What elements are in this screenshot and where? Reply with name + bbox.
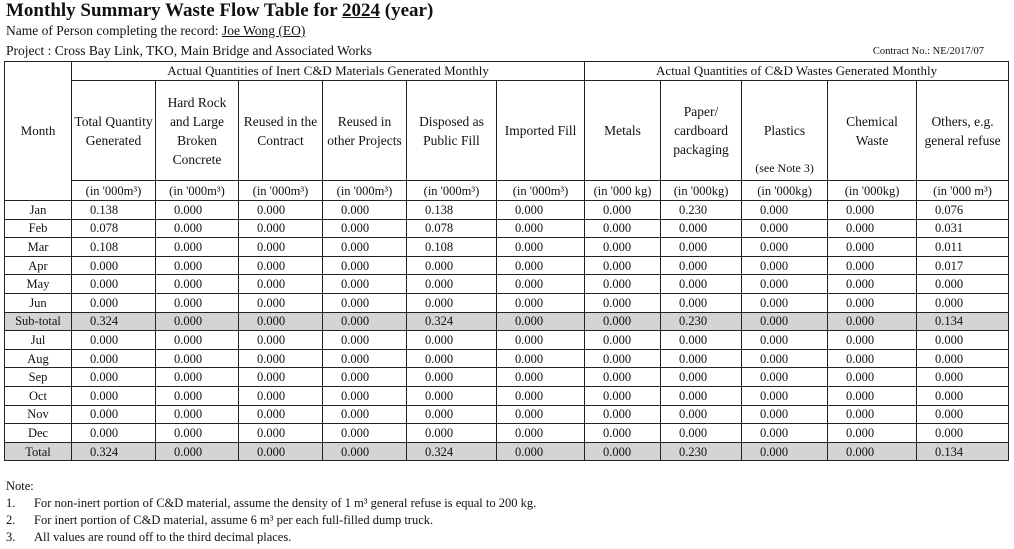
value-cell: 0.000 bbox=[497, 405, 585, 424]
value-cell: 0.000 bbox=[497, 442, 585, 461]
unit-row bbox=[5, 181, 1009, 201]
value-cell: 0.000 bbox=[742, 405, 828, 424]
column-header-label: Hard Rock and Large Broken Concrete bbox=[167, 94, 227, 167]
unit-cell: (in '000kg) bbox=[742, 181, 828, 201]
column-header bbox=[407, 81, 497, 181]
table-row bbox=[5, 275, 1009, 294]
unit-cell: (in '000 kg) bbox=[585, 181, 661, 201]
value-cell: 0.000 bbox=[156, 238, 239, 257]
value-cell: 0.000 bbox=[661, 256, 742, 275]
value-cell: 0.000 bbox=[72, 331, 156, 350]
column-header-label: Paper/ cardboard packaging bbox=[673, 104, 729, 157]
value-cell: 0.000 bbox=[323, 219, 407, 238]
column-header-label: Reused in other Projects bbox=[327, 113, 402, 148]
value-cell: 0.000 bbox=[585, 219, 661, 238]
value-cell: 0.076 bbox=[917, 201, 1009, 220]
month-cell: May bbox=[5, 275, 72, 294]
value-cell: 0.000 bbox=[497, 201, 585, 220]
group-header-row bbox=[5, 62, 1009, 81]
value-cell: 0.000 bbox=[156, 405, 239, 424]
table-row bbox=[5, 331, 1009, 350]
value-cell: 0.000 bbox=[742, 386, 828, 405]
value-cell: 0.000 bbox=[497, 219, 585, 238]
value-cell: 0.000 bbox=[661, 368, 742, 387]
value-cell: 0.000 bbox=[917, 368, 1009, 387]
value-cell: 0.000 bbox=[497, 331, 585, 350]
value-cell: 0.017 bbox=[917, 256, 1009, 275]
value-cell: 0.000 bbox=[156, 442, 239, 461]
value-cell: 0.000 bbox=[239, 219, 323, 238]
value-cell: 0.000 bbox=[828, 293, 917, 312]
subtotal-row bbox=[5, 442, 1009, 461]
value-cell: 0.000 bbox=[323, 275, 407, 294]
value-cell: 0.000 bbox=[156, 275, 239, 294]
column-header bbox=[742, 81, 828, 181]
value-cell: 0.000 bbox=[156, 386, 239, 405]
value-cell: 0.000 bbox=[156, 312, 239, 331]
value-cell: 0.000 bbox=[828, 201, 917, 220]
table-row bbox=[5, 293, 1009, 312]
value-cell: 0.230 bbox=[661, 442, 742, 461]
column-header-label: Disposed as Public Fill bbox=[419, 113, 484, 148]
note-item bbox=[6, 495, 536, 512]
value-cell: 0.000 bbox=[497, 275, 585, 294]
person-line bbox=[6, 23, 305, 39]
value-cell: 0.000 bbox=[239, 275, 323, 294]
value-cell: 0.000 bbox=[497, 238, 585, 257]
value-cell: 0.031 bbox=[917, 219, 1009, 238]
month-cell: Jun bbox=[5, 293, 72, 312]
value-cell: 0.000 bbox=[239, 293, 323, 312]
value-cell: 0.000 bbox=[585, 405, 661, 424]
value-cell: 0.000 bbox=[585, 238, 661, 257]
month-cell: Jan bbox=[5, 201, 72, 220]
value-cell: 0.000 bbox=[661, 238, 742, 257]
person-name: Joe Wong (EO) bbox=[221, 23, 306, 38]
value-cell: 0.000 bbox=[585, 424, 661, 443]
month-cell: Oct bbox=[5, 386, 72, 405]
column-header-row bbox=[5, 81, 1009, 181]
value-cell: 0.000 bbox=[156, 201, 239, 220]
value-cell: 0.000 bbox=[239, 201, 323, 220]
value-cell: 0.000 bbox=[828, 256, 917, 275]
column-header-label: Imported Fill bbox=[504, 123, 577, 138]
value-cell: 0.324 bbox=[72, 312, 156, 331]
unit-cell: (in '000 m³) bbox=[917, 181, 1009, 201]
value-cell: 0.000 bbox=[661, 331, 742, 350]
note-number: 3. bbox=[6, 530, 16, 544]
value-cell: 0.000 bbox=[497, 386, 585, 405]
value-cell: 0.000 bbox=[156, 368, 239, 387]
value-cell: 0.000 bbox=[407, 424, 497, 443]
column-header bbox=[828, 81, 917, 181]
value-cell: 0.000 bbox=[742, 275, 828, 294]
value-cell: 0.000 bbox=[828, 312, 917, 331]
month-cell: Nov bbox=[5, 405, 72, 424]
column-header-label: Reused in the Contract bbox=[243, 113, 318, 148]
month-cell: Aug bbox=[5, 349, 72, 368]
waste-flow-table bbox=[4, 61, 1009, 461]
column-header bbox=[323, 81, 407, 181]
unit-cell: (in '000kg) bbox=[661, 181, 742, 201]
value-cell: 0.000 bbox=[239, 256, 323, 275]
table-row bbox=[5, 238, 1009, 257]
value-cell: 0.000 bbox=[828, 405, 917, 424]
note-item bbox=[6, 529, 536, 546]
column-header bbox=[917, 81, 1009, 181]
month-cell: Mar bbox=[5, 238, 72, 257]
unit-cell: (in '000kg) bbox=[828, 181, 917, 201]
value-cell: 0.324 bbox=[407, 312, 497, 331]
value-cell: 0.000 bbox=[917, 275, 1009, 294]
value-cell: 0.000 bbox=[323, 424, 407, 443]
month-cell: Jul bbox=[5, 331, 72, 350]
value-cell: 0.000 bbox=[407, 293, 497, 312]
column-header bbox=[661, 81, 742, 181]
value-cell: 0.000 bbox=[72, 256, 156, 275]
value-cell: 0.000 bbox=[917, 386, 1009, 405]
value-cell: 0.000 bbox=[585, 293, 661, 312]
month-cell: Sub-total bbox=[5, 312, 72, 331]
value-cell: 0.000 bbox=[156, 331, 239, 350]
value-cell: 0.000 bbox=[323, 238, 407, 257]
value-cell: 0.000 bbox=[323, 201, 407, 220]
value-cell: 0.000 bbox=[323, 405, 407, 424]
value-cell: 0.000 bbox=[239, 442, 323, 461]
note-text: For inert portion of C&D material, assume 6 m³ per each full-filled dump truck. bbox=[34, 513, 434, 527]
value-cell: 0.000 bbox=[72, 293, 156, 312]
value-cell: 0.000 bbox=[742, 442, 828, 461]
subtotal-row bbox=[5, 312, 1009, 331]
value-cell: 0.000 bbox=[585, 331, 661, 350]
value-cell: 0.000 bbox=[661, 424, 742, 443]
value-cell: 0.000 bbox=[72, 275, 156, 294]
value-cell: 0.000 bbox=[828, 219, 917, 238]
page-title bbox=[6, 0, 433, 22]
column-header-label: Total Quantity Generated bbox=[74, 113, 153, 148]
column-header bbox=[156, 81, 239, 181]
title-text: Monthly Summary Waste Flow Table for bbox=[6, 0, 343, 21]
value-cell: 0.000 bbox=[917, 424, 1009, 443]
value-cell: 0.324 bbox=[72, 442, 156, 461]
value-cell: 0.000 bbox=[585, 368, 661, 387]
value-cell: 0.138 bbox=[407, 201, 497, 220]
value-cell: 0.000 bbox=[742, 256, 828, 275]
value-cell: 0.011 bbox=[917, 238, 1009, 257]
value-cell: 0.000 bbox=[497, 349, 585, 368]
note-number: 1. bbox=[6, 496, 16, 510]
contract-number: Contract No.: NE/2017/07 bbox=[872, 46, 984, 57]
value-cell: 0.000 bbox=[407, 368, 497, 387]
value-cell: 0.000 bbox=[407, 405, 497, 424]
unit-cell: (in '000m³) bbox=[497, 181, 585, 201]
table-body bbox=[5, 201, 1009, 461]
table-row bbox=[5, 386, 1009, 405]
value-cell: 0.000 bbox=[239, 312, 323, 331]
value-cell: 0.000 bbox=[661, 405, 742, 424]
value-cell: 0.000 bbox=[585, 312, 661, 331]
value-cell: 0.000 bbox=[917, 405, 1009, 424]
value-cell: 0.000 bbox=[156, 424, 239, 443]
value-cell: 0.000 bbox=[585, 349, 661, 368]
value-cell: 0.000 bbox=[742, 331, 828, 350]
value-cell: 0.000 bbox=[72, 349, 156, 368]
value-cell: 0.000 bbox=[156, 293, 239, 312]
column-header bbox=[239, 81, 323, 181]
notes-heading: Note: bbox=[6, 479, 34, 493]
value-cell: 0.000 bbox=[742, 368, 828, 387]
column-header-label: Plastics bbox=[763, 123, 806, 138]
value-cell: 0.134 bbox=[917, 442, 1009, 461]
note-text: All values are round off to the third decimal places. bbox=[34, 530, 292, 544]
column-header bbox=[72, 81, 156, 181]
value-cell: 0.000 bbox=[72, 424, 156, 443]
value-cell: 0.000 bbox=[917, 293, 1009, 312]
value-cell: 0.000 bbox=[407, 256, 497, 275]
value-cell: 0.000 bbox=[323, 293, 407, 312]
value-cell: 0.000 bbox=[585, 442, 661, 461]
value-cell: 0.000 bbox=[407, 331, 497, 350]
value-cell: 0.000 bbox=[742, 293, 828, 312]
value-cell: 0.000 bbox=[585, 386, 661, 405]
unit-cell: (in '000m³) bbox=[72, 181, 156, 201]
value-cell: 0.138 bbox=[72, 201, 156, 220]
value-cell: 0.000 bbox=[828, 275, 917, 294]
unit-cell: (in '000m³) bbox=[239, 181, 323, 201]
value-cell: 0.108 bbox=[72, 238, 156, 257]
table-row bbox=[5, 256, 1009, 275]
table-row bbox=[5, 424, 1009, 443]
value-cell: 0.000 bbox=[497, 312, 585, 331]
value-cell: 0.000 bbox=[239, 238, 323, 257]
table-row bbox=[5, 405, 1009, 424]
value-cell: 0.000 bbox=[239, 405, 323, 424]
column-header bbox=[497, 81, 585, 181]
value-cell: 0.230 bbox=[661, 201, 742, 220]
value-cell: 0.000 bbox=[323, 256, 407, 275]
value-cell: 0.000 bbox=[323, 442, 407, 461]
value-cell: 0.000 bbox=[323, 331, 407, 350]
month-cell: Feb bbox=[5, 219, 72, 238]
value-cell: 0.000 bbox=[239, 331, 323, 350]
value-cell: 0.000 bbox=[661, 275, 742, 294]
value-cell: 0.000 bbox=[239, 424, 323, 443]
note-item bbox=[6, 512, 536, 529]
value-cell: 0.000 bbox=[72, 405, 156, 424]
value-cell: 0.000 bbox=[828, 442, 917, 461]
waste-group-header: Actual Quantities of C&D Wastes Generated Monthly bbox=[585, 62, 1009, 81]
value-cell: 0.000 bbox=[407, 275, 497, 294]
value-cell: 0.000 bbox=[917, 331, 1009, 350]
value-cell: 0.000 bbox=[497, 368, 585, 387]
table-row bbox=[5, 349, 1009, 368]
value-cell: 0.000 bbox=[323, 312, 407, 331]
title-suffix: (year) bbox=[380, 0, 434, 21]
value-cell: 0.324 bbox=[407, 442, 497, 461]
unit-cell: (in '000m³) bbox=[156, 181, 239, 201]
value-cell: 0.000 bbox=[828, 368, 917, 387]
value-cell: 0.000 bbox=[156, 256, 239, 275]
value-cell: 0.000 bbox=[917, 349, 1009, 368]
value-cell: 0.000 bbox=[828, 424, 917, 443]
value-cell: 0.000 bbox=[742, 219, 828, 238]
value-cell: 0.000 bbox=[828, 386, 917, 405]
value-cell: 0.000 bbox=[156, 219, 239, 238]
column-header-label: Others, e.g. general refuse bbox=[924, 113, 1001, 148]
value-cell: 0.000 bbox=[239, 349, 323, 368]
value-cell: 0.000 bbox=[742, 238, 828, 257]
inert-group-header: Actual Quantities of Inert C&D Materials Generated Monthly bbox=[72, 62, 585, 81]
title-year: 2024 bbox=[342, 0, 381, 21]
value-cell: 0.108 bbox=[407, 238, 497, 257]
column-header-label: Metals bbox=[604, 123, 641, 138]
value-cell: 0.000 bbox=[585, 275, 661, 294]
value-cell: 0.000 bbox=[828, 238, 917, 257]
value-cell: 0.000 bbox=[585, 256, 661, 275]
value-cell: 0.000 bbox=[497, 293, 585, 312]
value-cell: 0.000 bbox=[828, 331, 917, 350]
value-cell: 0.000 bbox=[239, 386, 323, 405]
person-label: Name of Person completing the record: bbox=[6, 23, 222, 38]
value-cell: 0.000 bbox=[323, 368, 407, 387]
notes-list bbox=[6, 495, 536, 546]
value-cell: 0.000 bbox=[239, 368, 323, 387]
value-cell: 0.000 bbox=[407, 386, 497, 405]
value-cell: 0.000 bbox=[407, 349, 497, 368]
value-cell: 0.000 bbox=[156, 349, 239, 368]
value-cell: 0.078 bbox=[407, 219, 497, 238]
month-cell: Sep bbox=[5, 368, 72, 387]
note-text: For non-inert portion of C&D material, assume the density of 1 m³ general refuse is equal to 200 kg. bbox=[34, 496, 537, 510]
plastics-note: (see Note 3) bbox=[755, 161, 814, 175]
value-cell: 0.000 bbox=[585, 201, 661, 220]
value-cell: 0.000 bbox=[742, 424, 828, 443]
value-cell: 0.000 bbox=[661, 293, 742, 312]
value-cell: 0.000 bbox=[323, 349, 407, 368]
value-cell: 0.000 bbox=[742, 349, 828, 368]
value-cell: 0.000 bbox=[661, 219, 742, 238]
value-cell: 0.000 bbox=[661, 386, 742, 405]
month-cell: Total bbox=[5, 442, 72, 461]
value-cell: 0.000 bbox=[742, 201, 828, 220]
table-row bbox=[5, 368, 1009, 387]
column-header bbox=[585, 81, 661, 181]
month-cell: Apr bbox=[5, 256, 72, 275]
value-cell: 0.000 bbox=[72, 368, 156, 387]
value-cell: 0.078 bbox=[72, 219, 156, 238]
value-cell: 0.000 bbox=[742, 312, 828, 331]
table-row bbox=[5, 201, 1009, 220]
value-cell: 0.000 bbox=[497, 256, 585, 275]
value-cell: 0.000 bbox=[497, 424, 585, 443]
column-header-label: Chemical Waste bbox=[846, 113, 898, 148]
value-cell: 0.000 bbox=[661, 349, 742, 368]
notes-section bbox=[6, 478, 536, 546]
value-cell: 0.134 bbox=[917, 312, 1009, 331]
unit-cell: (in '000m³) bbox=[323, 181, 407, 201]
value-cell: 0.000 bbox=[323, 386, 407, 405]
value-cell: 0.000 bbox=[828, 349, 917, 368]
project-line: Project : Cross Bay Link, TKO, Main Bridge and Associated Works bbox=[6, 43, 372, 58]
month-header: Month bbox=[5, 62, 72, 201]
table-row bbox=[5, 219, 1009, 238]
month-cell: Dec bbox=[5, 424, 72, 443]
value-cell: 0.000 bbox=[72, 386, 156, 405]
value-cell: 0.230 bbox=[661, 312, 742, 331]
unit-cell: (in '000m³) bbox=[407, 181, 497, 201]
note-number: 2. bbox=[6, 513, 16, 527]
